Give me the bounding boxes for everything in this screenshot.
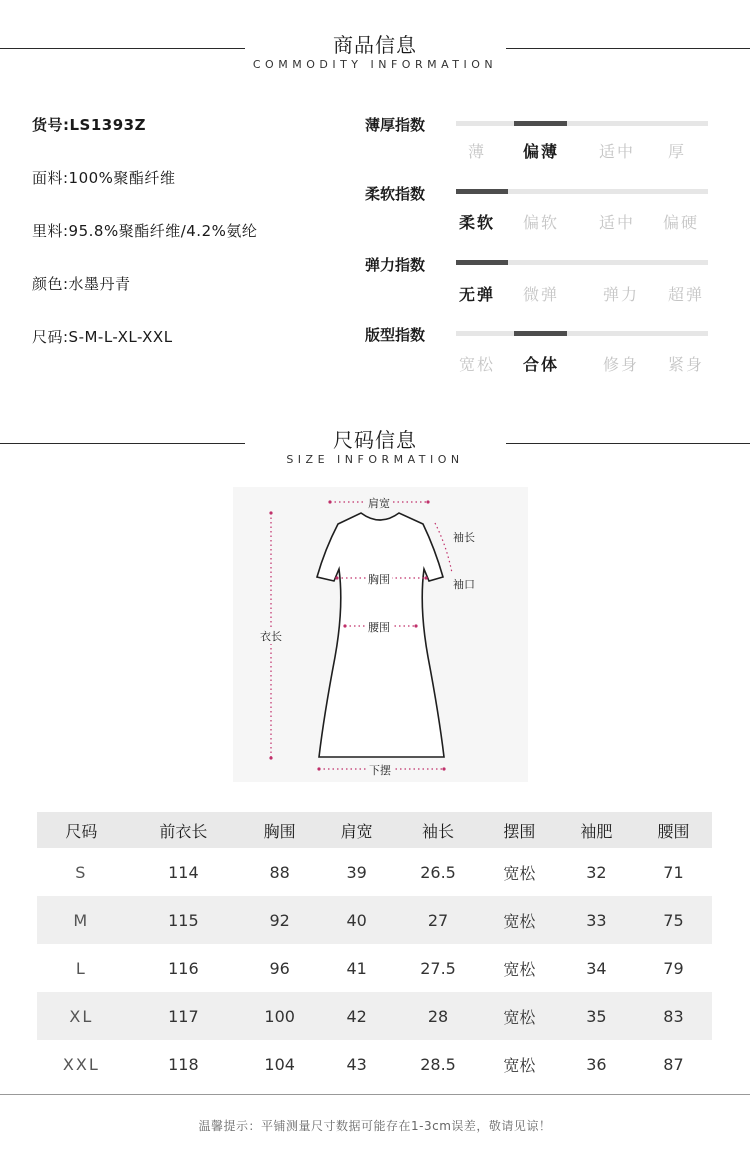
sleeve-length-label: 袖长: [453, 531, 475, 544]
measurement-note: 温馨提示：平铺测量尺寸数据可能存在1-3cm误差，敬请见谅！: [198, 1119, 552, 1133]
cell: 宽松: [503, 1055, 536, 1075]
table-row: [37, 896, 712, 944]
table-row: [37, 848, 712, 896]
thickness-option: 厚: [667, 142, 686, 161]
cell: 115: [126, 896, 242, 944]
size-table: [37, 812, 712, 1088]
thickness-index-label: 薄厚指数: [365, 116, 426, 134]
elasticity-option-selected: 无弹: [458, 285, 495, 304]
elasticity-option: 超弹: [667, 285, 704, 304]
col-sleeve-length: 袖长: [395, 812, 481, 848]
thickness-option-selected: 偏薄: [522, 142, 559, 161]
softness-option: 适中: [598, 213, 635, 232]
softness-option: 偏软: [522, 213, 559, 232]
fabric: 面料:100%聚酯纤维: [32, 169, 176, 187]
elasticity-index-label: 弹力指数: [365, 256, 426, 274]
cell: 28.5: [420, 1054, 456, 1074]
cell: 92: [241, 896, 318, 944]
col-sleeve-width: 袖肥: [558, 812, 635, 848]
cell: L: [75, 958, 87, 978]
cell: 宽松: [481, 896, 558, 944]
cell: 87: [663, 1054, 684, 1074]
elasticity-option: 微弹: [522, 285, 559, 304]
cell: 83: [635, 992, 712, 1040]
cell: 118: [168, 1054, 199, 1074]
fit-option: 紧身: [667, 355, 704, 374]
cell: 71: [663, 862, 684, 882]
cell: M: [37, 896, 126, 944]
softness-index-label: 柔软指数: [365, 185, 426, 203]
elasticity-option: 弹力: [602, 285, 639, 304]
thickness-option: 适中: [598, 142, 635, 161]
cell: 104: [264, 1054, 295, 1074]
cell: 88: [269, 862, 290, 882]
size-subtitle: SIZE INFORMATION: [286, 453, 464, 466]
color: 颜色:水墨丹青: [32, 275, 131, 293]
hem-label: 下摆: [369, 764, 391, 777]
cell: 32: [586, 862, 607, 882]
col-size: 尺码: [37, 812, 126, 848]
cell: 40: [318, 896, 395, 944]
commodity-title: 商品信息: [333, 33, 417, 57]
elasticity-index-fill: [456, 260, 508, 265]
cell: 96: [269, 958, 290, 978]
cell: 宽松: [503, 959, 536, 979]
cell: 28: [395, 992, 481, 1040]
fit-option: 宽松: [458, 355, 495, 374]
cell: 42: [318, 992, 395, 1040]
table-row: [37, 992, 712, 1040]
cell: XL: [37, 992, 126, 1040]
cell: 36: [586, 1054, 607, 1074]
thickness-option: 薄: [467, 142, 486, 161]
col-chest: 胸围: [241, 812, 318, 848]
sizes: 尺码:S-M-L-XL-XXL: [32, 328, 173, 346]
fit-index-track: [456, 331, 708, 336]
col-shoulder: 肩宽: [318, 812, 395, 848]
cell: 35: [558, 992, 635, 1040]
measurement-diagram: [233, 487, 528, 782]
cell: 39: [346, 862, 367, 882]
col-front-length: 前衣长: [126, 812, 242, 848]
cell: 117: [126, 992, 242, 1040]
table-header-row: [37, 812, 712, 848]
cell: 114: [168, 862, 199, 882]
fit-index-label: 版型指数: [365, 326, 426, 344]
fit-option-selected: 合体: [522, 355, 559, 374]
chest-label: 胸围: [368, 573, 390, 586]
softness-index-track: [456, 189, 708, 194]
size-title: 尺码信息: [333, 428, 417, 452]
table-row: [37, 944, 712, 992]
table-row: [37, 1040, 712, 1088]
length-label: 衣长: [260, 630, 282, 643]
fit-option: 修身: [602, 355, 639, 374]
cell: 宽松: [481, 992, 558, 1040]
softness-option: 偏硬: [662, 213, 699, 232]
elasticity-index-track: [456, 260, 708, 265]
col-hem: 摆围: [481, 812, 558, 848]
fit-index-fill: [514, 331, 567, 336]
cell: 75: [635, 896, 712, 944]
cell: XXL: [62, 1054, 100, 1074]
item-number: 货号:LS1393Z: [32, 116, 146, 134]
cell: 33: [558, 896, 635, 944]
thickness-index-track: [456, 121, 708, 126]
softness-index-fill: [456, 189, 508, 194]
col-waist: 腰围: [635, 812, 712, 848]
cell: 34: [586, 958, 607, 978]
thickness-index-fill: [514, 121, 567, 126]
cell: S: [75, 862, 88, 882]
cell: 27: [395, 896, 481, 944]
cuff-label: 袖口: [453, 578, 475, 591]
commodity-subtitle: COMMODITY INFORMATION: [252, 58, 498, 71]
cell: 116: [168, 958, 199, 978]
lining: 里料:95.8%聚酯纤维/4.2%氨纶: [32, 222, 258, 240]
cell: 宽松: [503, 863, 536, 883]
cell: 41: [346, 958, 367, 978]
footer-rule: [0, 1094, 750, 1095]
softness-option-selected: 柔软: [458, 213, 495, 232]
waist-label: 腰围: [368, 621, 390, 634]
cell: 79: [663, 958, 684, 978]
cell: 26.5: [420, 862, 456, 882]
shoulder-label: 肩宽: [368, 497, 390, 510]
cell: 27.5: [420, 958, 456, 978]
cell: 43: [346, 1054, 367, 1074]
cell: 100: [241, 992, 318, 1040]
